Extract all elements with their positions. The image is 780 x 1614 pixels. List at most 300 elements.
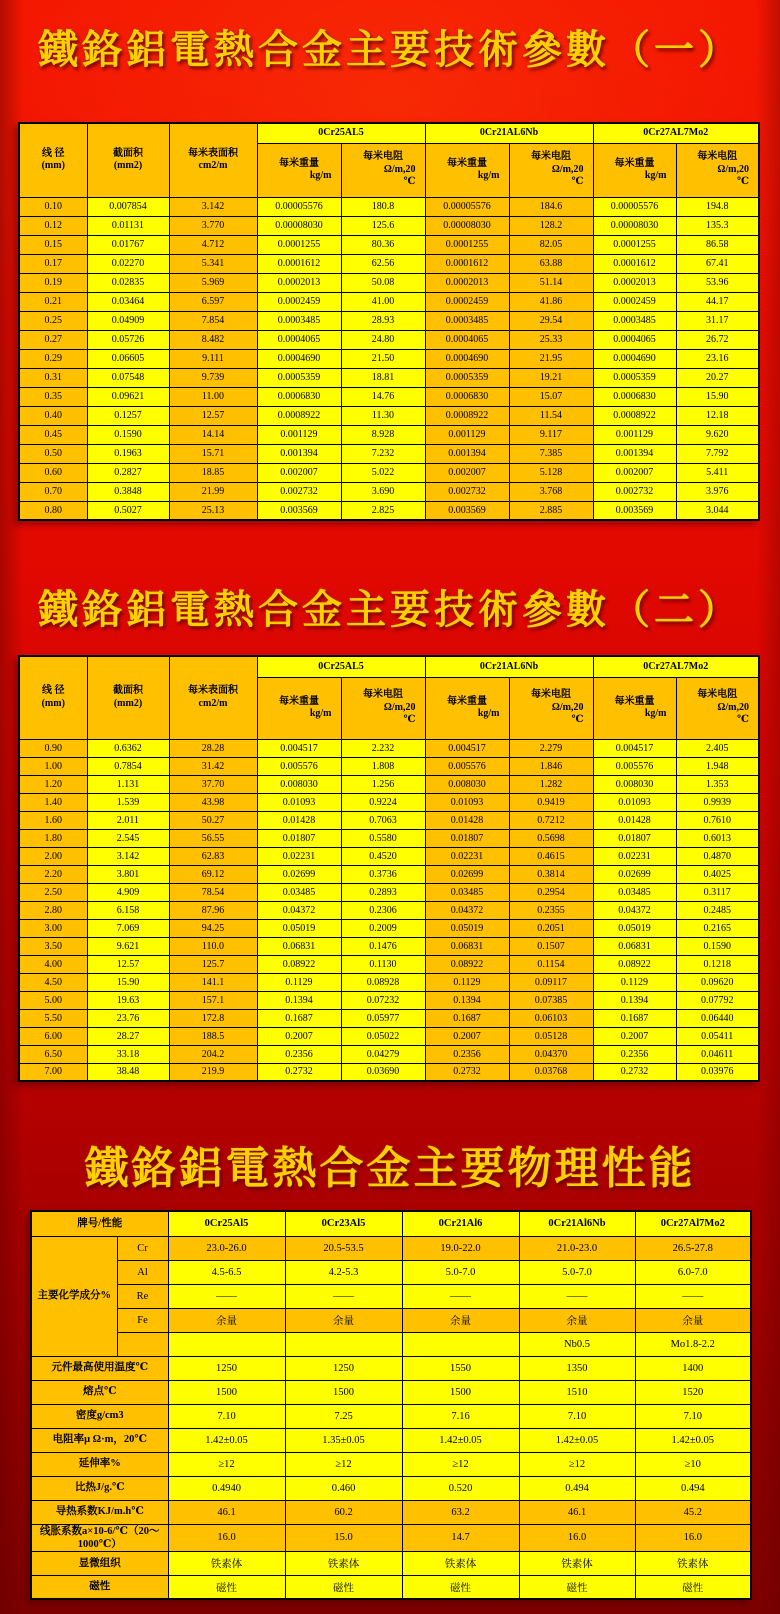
table-cell: 0.0005359 (257, 368, 341, 387)
table-row (19, 883, 759, 901)
table-cell: 0.001129 (425, 425, 509, 444)
table-cell: 0.02835 (87, 273, 169, 292)
table-cell: 0.01807 (257, 829, 341, 847)
table-row (31, 1284, 751, 1308)
table-cell: 0.00008030 (425, 216, 509, 235)
table-cell: 0.0004690 (257, 349, 341, 368)
table-cell: 0.2485 (676, 901, 759, 919)
table-cell: 0.002732 (593, 482, 676, 501)
header-cross-section (87, 656, 169, 739)
table-row (19, 1045, 759, 1063)
table-row (19, 216, 759, 235)
table-cell: 4.712 (169, 235, 257, 254)
table-cell: 0.4615 (509, 847, 593, 865)
table-cell: 5.411 (676, 463, 759, 482)
table-row (19, 330, 759, 349)
table-cell: 0.001394 (425, 444, 509, 463)
table-cell: 0.0002459 (257, 292, 341, 311)
header-resistance-per-meter (509, 677, 593, 739)
table-cell: 7.16 (402, 1404, 519, 1428)
header-unit: kg/m (644, 170, 667, 181)
table-cell: ≥12 (168, 1452, 285, 1476)
table-cell: 余量 (285, 1308, 402, 1332)
table-cell: —— (519, 1284, 635, 1308)
table-cell: 5.022 (341, 463, 425, 482)
table-cell: 1350 (519, 1356, 635, 1380)
table-row (31, 1260, 751, 1284)
table-cell: 0.01131 (87, 216, 169, 235)
table-cell: Nb0.5 (519, 1332, 635, 1356)
table-row (19, 757, 759, 775)
table-cell: 62.56 (341, 254, 425, 273)
table-row (19, 739, 759, 757)
table-row (19, 973, 759, 991)
table-cell: 16.0 (519, 1524, 635, 1551)
table-row (19, 829, 759, 847)
table-cell: 0.1507 (509, 937, 593, 955)
table-cell: 0.005576 (593, 757, 676, 775)
table-cell: 0.2356 (593, 1045, 676, 1063)
table-cell: 0.7854 (87, 757, 169, 775)
table-cell: 4.00 (19, 955, 87, 973)
table-cell: 3.770 (169, 216, 257, 235)
table-header-row (19, 656, 759, 677)
table-cell: 0.3736 (341, 865, 425, 883)
table-cell: 0.08928 (341, 973, 425, 991)
table-row (19, 273, 759, 292)
table-cell: 0.004517 (257, 739, 341, 757)
table-cell: 63.2 (402, 1500, 519, 1524)
table-cell: 1.35±0.05 (285, 1428, 402, 1452)
table-cell: 7.854 (169, 311, 257, 330)
table-cell: 9.111 (169, 349, 257, 368)
table-cell: 2.279 (509, 739, 593, 757)
table-cell: 0.19 (19, 273, 87, 292)
params-table-1-body (19, 197, 759, 520)
table-cell: 219.9 (169, 1063, 257, 1081)
table-cell: 0.003569 (257, 501, 341, 520)
header-unit: (mm) (41, 160, 65, 172)
table-cell: 0.03485 (593, 883, 676, 901)
table-cell: 0.06440 (676, 1009, 759, 1027)
table-cell: 2.885 (509, 501, 593, 520)
table-cell: 0.2827 (87, 463, 169, 482)
header-label: 每米电阻 (531, 689, 571, 701)
table-cell: 0.02699 (593, 865, 676, 883)
table-cell: 0.005576 (425, 757, 509, 775)
table-cell: 0.494 (635, 1476, 751, 1500)
table-cell: 63.88 (509, 254, 593, 273)
table-cell: 0.1590 (87, 425, 169, 444)
table-cell: 1.60 (19, 811, 87, 829)
header-cross-section (87, 123, 169, 197)
table-cell: 5.0-7.0 (402, 1260, 519, 1284)
table-row (19, 811, 759, 829)
table-cell: 9.621 (87, 937, 169, 955)
header-weight-per-meter (257, 677, 341, 739)
table-cell: 7.069 (87, 919, 169, 937)
table-cell: ≥12 (519, 1452, 635, 1476)
table-cell: 18.85 (169, 463, 257, 482)
table-row (31, 1575, 751, 1599)
table-cell: 128.2 (509, 216, 593, 235)
table-cell: 0.460 (285, 1476, 402, 1500)
table-cell: 0.06831 (257, 937, 341, 955)
table-row (19, 254, 759, 273)
table-cell: 0.7212 (509, 811, 593, 829)
table-cell: 0.17 (19, 254, 87, 273)
table-cell: 0.0001255 (257, 235, 341, 254)
table-cell: 0.01428 (257, 811, 341, 829)
table-cell: 7.792 (676, 444, 759, 463)
table-cell: 0.05022 (341, 1027, 425, 1045)
table-cell: 0.01807 (425, 829, 509, 847)
table-cell: 0.05019 (425, 919, 509, 937)
table-cell: 0.12 (19, 216, 87, 235)
table-cell: 0.2356 (425, 1045, 509, 1063)
table-cell: 0.0004065 (593, 330, 676, 349)
table-cell: 0.1476 (341, 937, 425, 955)
table-cell: 0.003569 (425, 501, 509, 520)
table-cell: 0.01807 (593, 829, 676, 847)
table-cell: 0.3117 (676, 883, 759, 901)
header-label: 每米重量 (279, 695, 319, 707)
table-cell: 0.00008030 (257, 216, 341, 235)
header-label: 每米重量 (447, 157, 487, 169)
table-cell: 80.36 (341, 235, 425, 254)
table-row (19, 197, 759, 216)
table-cell: 41.00 (341, 292, 425, 311)
property-label: 线胀系数a×10-6/℃（20～1000℃） (31, 1524, 168, 1551)
table-cell: 9.739 (169, 368, 257, 387)
table-cell: 56.55 (169, 829, 257, 847)
header-unit: ℃ (737, 176, 749, 188)
table-cell: 1.539 (87, 793, 169, 811)
table-cell: 0.09620 (676, 973, 759, 991)
element-label: Al (117, 1260, 168, 1284)
table-cell: 60.2 (285, 1500, 402, 1524)
table-cell: 2.232 (341, 739, 425, 757)
table-row (19, 955, 759, 973)
header-alloy-0cr25al5: 0Cr25AL5 (257, 123, 425, 143)
table-cell: 0.0005359 (593, 368, 676, 387)
table-cell: 0.29 (19, 349, 87, 368)
header-unit: Ω/m,20 (383, 701, 416, 713)
table-cell: 0.00008030 (593, 216, 676, 235)
header-wire-diameter (19, 656, 87, 739)
table-cell: 5.341 (169, 254, 257, 273)
table-cell: 7.10 (519, 1404, 635, 1428)
page-title-params-2: 鐵鉻鋁電熱合金主要技術參數（二） (38, 586, 742, 633)
table-cell: 0.35 (19, 387, 87, 406)
table-row (19, 482, 759, 501)
header-unit: kg/m (309, 170, 332, 181)
table-cell: 0.60 (19, 463, 87, 482)
table-cell: 6.50 (19, 1045, 87, 1063)
table-cell: 0.2007 (425, 1027, 509, 1045)
table-cell: 0.4520 (341, 847, 425, 865)
table-cell: 1.131 (87, 775, 169, 793)
header-label: 每米重量 (614, 157, 655, 169)
table-cell: 0.90 (19, 739, 87, 757)
table-cell: 0.0006830 (593, 387, 676, 406)
header-label: 每米电阻 (531, 151, 571, 163)
table-cell: 0.04909 (87, 311, 169, 330)
table-cell: 0.05411 (676, 1027, 759, 1045)
table-cell: 0.2009 (341, 919, 425, 937)
table-row (19, 1027, 759, 1045)
table-cell: 180.8 (341, 197, 425, 216)
table-header-row (19, 123, 759, 143)
table-cell: 0.01093 (593, 793, 676, 811)
table-cell: 15.0 (285, 1524, 402, 1551)
table-cell: 0.08922 (425, 955, 509, 973)
table-cell: —— (285, 1284, 402, 1308)
table-cell: 0.01767 (87, 235, 169, 254)
table-cell: 4.50 (19, 973, 87, 991)
element-label: Fe (117, 1308, 168, 1332)
table-cell: 62.83 (169, 847, 257, 865)
header-label: 每米表面积 (188, 147, 238, 159)
table-cell: 0.03768 (509, 1063, 593, 1081)
table-cell: 0.5698 (509, 829, 593, 847)
table-cell: 8.928 (341, 425, 425, 444)
table-cell: 0.7610 (676, 811, 759, 829)
property-label: 熔点℃ (31, 1380, 168, 1404)
table-cell: 1550 (402, 1356, 519, 1380)
table-cell: 194.8 (676, 197, 759, 216)
table-cell: 0.0002459 (425, 292, 509, 311)
table-row (19, 349, 759, 368)
table-cell: 磁性 (519, 1575, 635, 1599)
table-cell: 25.13 (169, 501, 257, 520)
table-cell: 余量 (635, 1308, 751, 1332)
table-cell: 0.00005576 (593, 197, 676, 216)
header-resistance-per-meter (509, 143, 593, 197)
header-unit: Ω/m,20 (717, 163, 749, 175)
table-cell: 0.01093 (257, 793, 341, 811)
params-table-2 (18, 655, 760, 1082)
table-cell: 0.2893 (341, 883, 425, 901)
table-cell: 0.00005576 (425, 197, 509, 216)
header-alloy-0cr27al7mo2: 0Cr27Al7Mo2 (635, 1211, 751, 1236)
table-cell: 0.04279 (341, 1045, 425, 1063)
table-cell: 0.03485 (257, 883, 341, 901)
table-row (19, 463, 759, 482)
property-label: 比热J/g.℃ (31, 1476, 168, 1500)
table-cell: 1500 (402, 1380, 519, 1404)
table-cell: 0.004517 (425, 739, 509, 757)
table-row (31, 1380, 751, 1404)
table-cell: 2.80 (19, 901, 87, 919)
table-cell: 172.8 (169, 1009, 257, 1027)
table-cell: 0.27 (19, 330, 87, 349)
table-cell: 0.06103 (509, 1009, 593, 1027)
table-cell: 5.969 (169, 273, 257, 292)
header-unit: ℃ (571, 714, 584, 726)
table-cell: 16.0 (168, 1524, 285, 1551)
table-cell: 0.001129 (593, 425, 676, 444)
property-label: 电阻率μ Ω·m，20℃ (31, 1428, 168, 1452)
params-table-2-body (19, 739, 759, 1081)
table-cell: 0.15 (19, 235, 87, 254)
table-cell: 0.1687 (593, 1009, 676, 1027)
header-label: 截面积 (113, 685, 143, 697)
table-cell: 50.27 (169, 811, 257, 829)
table-cell: 0.004517 (593, 739, 676, 757)
table-cell: 2.825 (341, 501, 425, 520)
table-cell: 0.0005359 (425, 368, 509, 387)
table-cell: 125.7 (169, 955, 257, 973)
table-cell: 0.9419 (509, 793, 593, 811)
table-cell: 0.0004065 (425, 330, 509, 349)
table-cell: 0.007854 (87, 197, 169, 216)
table-cell: 1.282 (509, 775, 593, 793)
table-cell: 0.10 (19, 197, 87, 216)
table-cell: 1.00 (19, 757, 87, 775)
property-label: 导热系数KJ/m.h℃ (31, 1500, 168, 1524)
table-cell: —— (635, 1284, 751, 1308)
property-label: 延伸率% (31, 1452, 168, 1476)
table-cell: 11.30 (341, 406, 425, 425)
table-row (31, 1500, 751, 1524)
table-cell: 0.2165 (676, 919, 759, 937)
table-cell: 0.0004690 (593, 349, 676, 368)
table-cell: 2.00 (19, 847, 87, 865)
table-cell: 磁性 (285, 1575, 402, 1599)
header-alloy-0cr25al5: 0Cr25AL5 (257, 656, 425, 677)
header-resistance-per-meter (676, 143, 759, 197)
table-cell: 3.00 (19, 919, 87, 937)
table-cell: 23.16 (676, 349, 759, 368)
table-row (31, 1524, 751, 1551)
header-unit: ℃ (403, 176, 416, 188)
table-cell: 4.2-5.3 (285, 1260, 402, 1284)
table-cell: 21.99 (169, 482, 257, 501)
table-cell: 0.002007 (425, 463, 509, 482)
table-cell: 0.45 (19, 425, 87, 444)
table-cell: 7.385 (509, 444, 593, 463)
table-cell: 0.494 (519, 1476, 635, 1500)
table-cell: 0.0001255 (425, 235, 509, 254)
table-cell: 23.0-26.0 (168, 1236, 285, 1260)
table-cell: 0.2051 (509, 919, 593, 937)
table-row (31, 1332, 751, 1356)
table-cell: 67.41 (676, 254, 759, 273)
table-cell: ≥12 (285, 1452, 402, 1476)
table-cell: 37.70 (169, 775, 257, 793)
header-surface-area (169, 123, 257, 197)
table-cell: 0.02231 (593, 847, 676, 865)
table-cell: 0.07548 (87, 368, 169, 387)
table-cell: 0.5027 (87, 501, 169, 520)
header-unit: ℃ (737, 714, 749, 726)
table-row (31, 1452, 751, 1476)
header-resistance-per-meter (341, 677, 425, 739)
table-cell: 0.04370 (509, 1045, 593, 1063)
header-unit: ℃ (571, 176, 584, 188)
table-cell: 41.86 (509, 292, 593, 311)
element-label: Re (117, 1284, 168, 1308)
table-cell: 3.976 (676, 482, 759, 501)
header-unit: cm2/m (198, 697, 228, 709)
table-cell: 7.10 (168, 1404, 285, 1428)
table-cell: 1500 (168, 1380, 285, 1404)
header-grade-vs-property: 牌号/性能 (31, 1211, 168, 1236)
table-cell: 18.81 (341, 368, 425, 387)
header-alloy-0cr21al6nb: 0Cr21AL6Nb (425, 656, 593, 677)
table-cell: 2.405 (676, 739, 759, 757)
table-cell: 82.05 (509, 235, 593, 254)
table-cell: 0.07232 (341, 991, 425, 1009)
table-cell: 0.2355 (509, 901, 593, 919)
table-row (31, 1551, 751, 1575)
table-cell: 31.17 (676, 311, 759, 330)
property-label: 显微组织 (31, 1551, 168, 1575)
table-cell: 9.620 (676, 425, 759, 444)
table-cell: 0.0001255 (593, 235, 676, 254)
table-cell: 0.02231 (425, 847, 509, 865)
header-label: 每米重量 (614, 695, 655, 707)
table-cell: 0.0002013 (425, 273, 509, 292)
table-cell: 1.42±0.05 (168, 1428, 285, 1452)
physical-properties-table (30, 1210, 752, 1600)
table-cell: 0.05019 (257, 919, 341, 937)
table-cell: 0.03976 (676, 1063, 759, 1081)
header-alloy-0cr25al5: 0Cr25Al5 (168, 1211, 285, 1236)
table-cell: 2.545 (87, 829, 169, 847)
table-cell: 0.05019 (593, 919, 676, 937)
table-row (19, 847, 759, 865)
table-cell: 0.0006830 (257, 387, 341, 406)
table-cell: 125.6 (341, 216, 425, 235)
table-cell: ≥10 (635, 1452, 751, 1476)
table-cell: 5.00 (19, 991, 87, 1009)
table-cell: 38.48 (87, 1063, 169, 1081)
page-title-physical-properties: 鐵鉻鋁電熱合金主要物理性能 (84, 1143, 696, 1194)
table-cell: 0.2954 (509, 883, 593, 901)
table-row (19, 387, 759, 406)
table-cell: 0.40 (19, 406, 87, 425)
property-label: 密度g/cm3 (31, 1404, 168, 1428)
table-cell: 3.142 (169, 197, 257, 216)
table-cell: 14.14 (169, 425, 257, 444)
table-cell: 0.002007 (593, 463, 676, 482)
table-cell: —— (168, 1284, 285, 1308)
table-cell: 铁素体 (285, 1551, 402, 1575)
table-cell: 0.1394 (257, 991, 341, 1009)
table-cell: 0.03690 (341, 1063, 425, 1081)
header-weight-per-meter (593, 143, 676, 197)
table-row (19, 793, 759, 811)
table-cell: 110.0 (169, 937, 257, 955)
table-cell: 0.02699 (425, 865, 509, 883)
table-cell: 1500 (285, 1380, 402, 1404)
table-cell: 磁性 (168, 1575, 285, 1599)
table-cell: 0.1218 (676, 955, 759, 973)
header-unit: Ω/m,20 (383, 163, 416, 175)
table-cell: 0.2732 (425, 1063, 509, 1081)
table-cell: 3.142 (87, 847, 169, 865)
table-cell: 0.02270 (87, 254, 169, 273)
table-cell: 9.117 (509, 425, 593, 444)
table-cell: 0.2306 (341, 901, 425, 919)
table-cell: 0.02231 (257, 847, 341, 865)
table-cell: 1250 (168, 1356, 285, 1380)
table-cell: 15.71 (169, 444, 257, 463)
table-cell: 0.08922 (593, 955, 676, 973)
table-cell: 0.2007 (593, 1027, 676, 1045)
